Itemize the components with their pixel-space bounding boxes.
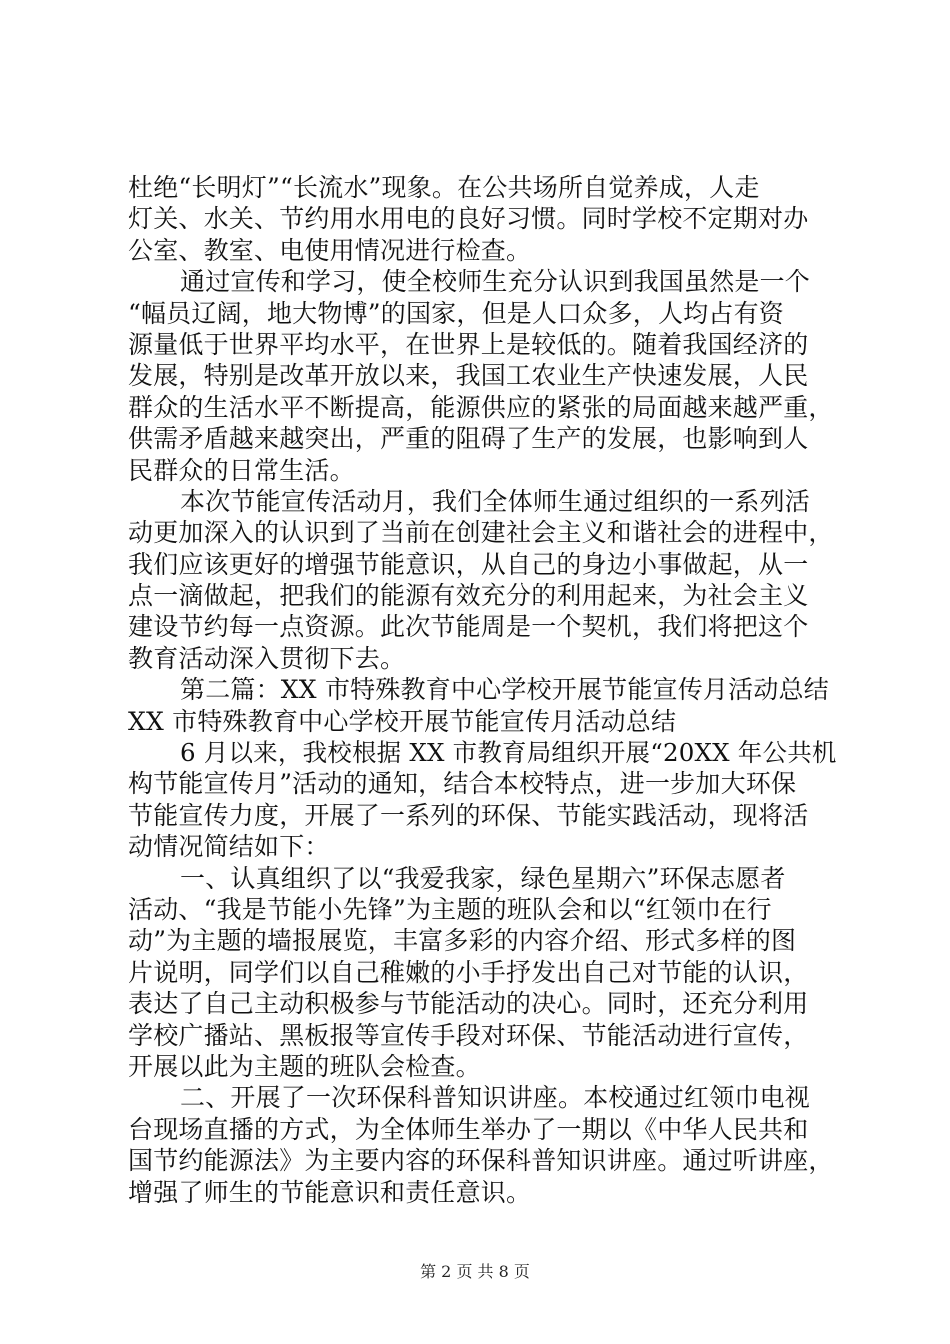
page-number-footer: 第 2 页 共 8 页 [420, 1262, 530, 1281]
text-line: 本次节能宣传活动月，我们全体师生通过组织的一系列活 [180, 486, 811, 516]
text-line: XX 市特殊教育中心学校开展节能宣传月活动总结 [128, 706, 677, 736]
text-line: 构节能宣传月”活动的通知，结合本校特点，进一步加大环保 [128, 769, 797, 799]
text-line: 第二篇：XX 市特殊教育中心学校开展节能宣传月活动总结 [180, 675, 829, 705]
text-line: 国节约能源法》为主要内容的环保科普知识讲座。通过听讲座， [128, 1146, 834, 1176]
text-line: 表达了自己主动积极参与节能活动的决心。同时，还充分利用 [128, 989, 809, 1019]
text-line: 片说明，同学们以自己稚嫩的小手抒发出自己对节能的认识， [128, 957, 809, 987]
text-line: 台现场直播的方式，为全体师生举办了一期以《中华人民共和 [128, 1114, 809, 1144]
text-line: 教育活动深入贯彻下去。 [128, 643, 406, 673]
text-line: 杜绝“长明灯”“长流水”现象。在公共场所自觉养成，人走 [128, 173, 760, 202]
text-line: “幅员辽阔，地大物博”的国家，但是人口众多，人均占有资 [128, 298, 784, 328]
text-line: 一、认真组织了以“我爱我家，绿色星期六”环保志愿者 [180, 863, 786, 893]
text-line: 群众的生活水平不断提高，能源供应的紧张的局面越来越严重， [128, 392, 834, 422]
text-line: 建设节约每一点资源。此次节能周是一个契机，我们将把这个 [128, 612, 809, 642]
text-line: 动情况简结如下： [128, 832, 330, 862]
text-line: 动更加深入的认识到了当前在创建社会主义和谐社会的进程中， [128, 518, 834, 548]
text-line: 通过宣传和学习，使全校师生充分认识到我国虽然是一个 [180, 267, 811, 297]
text-line: 节能宣传力度，开展了一系列的环保、节能实践活动，现将活 [128, 800, 809, 830]
text-line: 源量低于世界平均水平，在世界上是较低的。随着我国经济的 [128, 329, 809, 359]
text-line: 二、开展了一次环保科普知识讲座。本校通过红领巾电视 [180, 1083, 811, 1113]
text-line: 我们应该更好的增强节能意识，从自己的身边小事做起，从一 [128, 549, 809, 579]
text-line: 供需矛盾越来越突出，严重的阻碍了生产的发展，也影响到人 [128, 424, 809, 454]
document-body [128, 172, 838, 1208]
text-line: 学校广播站、黑板报等宣传手段对环保、节能活动进行宣传， [128, 1020, 809, 1050]
text-line: 开展以此为主题的班队会检查。 [128, 1051, 481, 1081]
text-line: 点一滴做起，把我们的能源有效充分的利用起来，为社会主义 [128, 581, 809, 611]
text-line: 6 月以来，我校根据 XX 市教育局组织开展“20XX 年公共机 [180, 738, 837, 768]
text-line: 灯关、水关、节约用水用电的良好习惯。同时学校不定期对办 [128, 204, 809, 234]
text-line: 活动、“我是节能小先锋”为主题的班队会和以“红领巾在行 [128, 894, 772, 924]
text-line: 公室、教室、电使用情况进行检查。 [128, 235, 532, 265]
text-line: 动”为主题的墙报展览，丰富多彩的内容介绍、形式多样的图 [128, 926, 797, 956]
text-line: 增强了师生的节能意识和责任意识。 [128, 1177, 532, 1207]
text-line: 民群众的日常生活。 [128, 455, 355, 485]
text-line: 发展，特别是改革开放以来，我国工农业生产快速发展，人民 [128, 361, 809, 391]
